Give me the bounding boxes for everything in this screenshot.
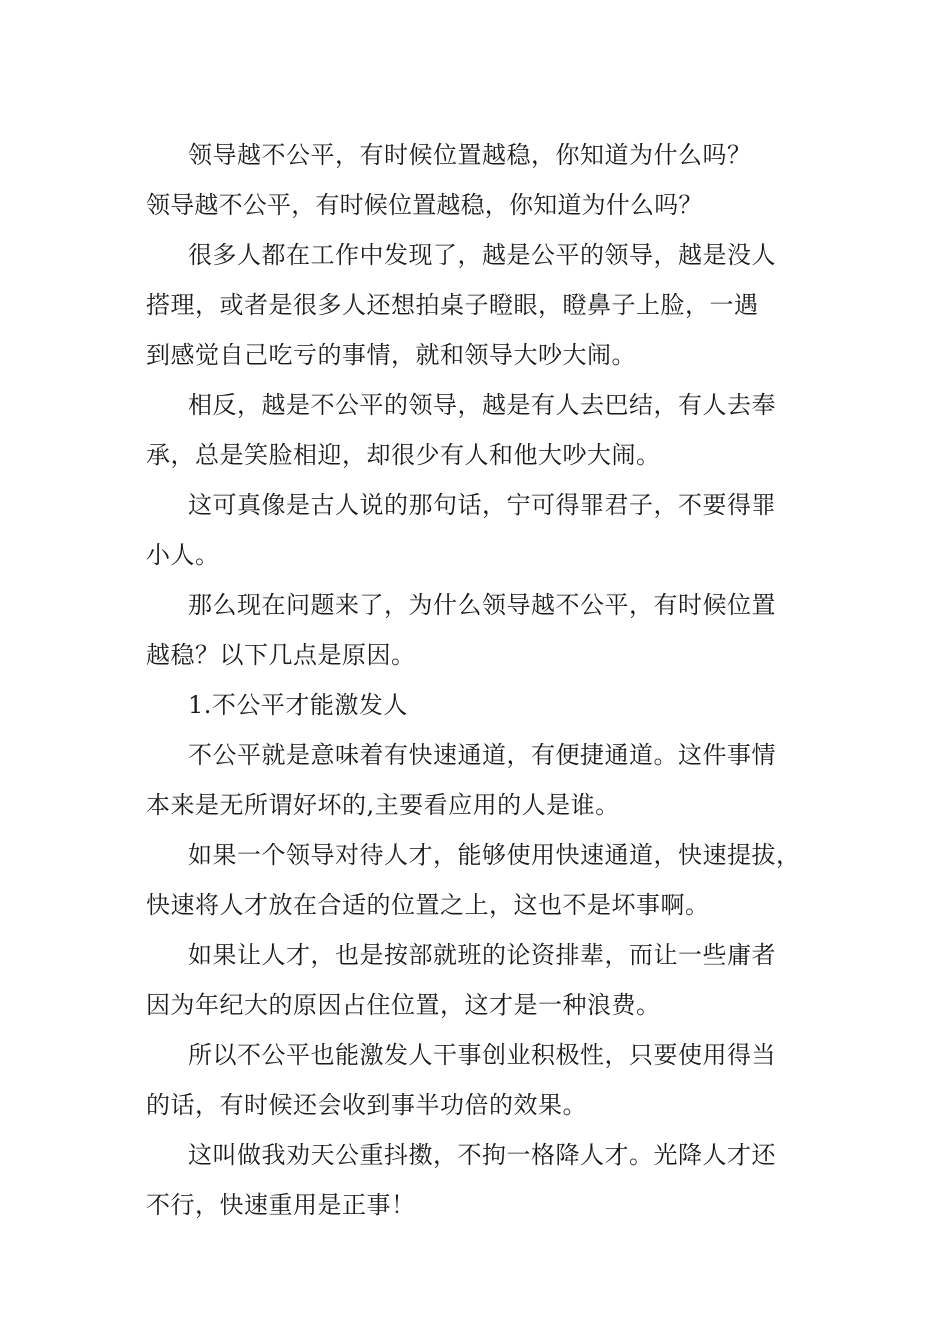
article-title-repeat: 领导越不公平，有时候位置越稳，你知道为什么吗？ <box>146 191 703 219</box>
paragraph-line: 很多人都在工作中发现了，越是公平的领导，越是没人 <box>188 241 776 269</box>
paragraph-line: 到感觉自己吃亏的事情，就和领导大吵大闹。 <box>146 341 636 369</box>
paragraph-line: 如果一个领导对待人才，能够使用快速通道，快速提拔， <box>188 841 801 869</box>
paragraph-line: 越稳？以下几点是原因。 <box>146 641 416 669</box>
paragraph-line: 承，总是笑脸相迎，却很少有人和他大吵大闹。 <box>146 441 661 469</box>
paragraph-line: 因为年纪大的原因占住位置，这才是一种浪费。 <box>146 991 661 1019</box>
paragraph-line: 本来是无所谓好坏的,主要看应用的人是谁。 <box>146 791 620 819</box>
paragraph-line: 的话，有时候还会收到事半功倍的效果。 <box>146 1091 587 1119</box>
paragraph-line: 这可真像是古人说的那句话，宁可得罪君子，不要得罪 <box>188 491 776 519</box>
paragraph-line: 搭理，或者是很多人还想拍桌子瞪眼，瞪鼻子上脸，一遇 <box>146 291 759 319</box>
paragraph-line: 所以不公平也能激发人干事创业积极性，只要使用得当 <box>188 1041 776 1069</box>
document-body <box>146 130 810 1230</box>
paragraph-line: 相反，越是不公平的领导，越是有人去巴结，有人去奉 <box>188 391 776 419</box>
paragraph-line: 不行，快速重用是正事！ <box>146 1191 416 1219</box>
article-title: 领导越不公平，有时候位置越稳，你知道为什么吗？ <box>188 141 752 169</box>
paragraph-line: 快速将人才放在合适的位置之上，这也不是坏事啊。 <box>146 891 710 919</box>
paragraph-line: 那么现在问题来了，为什么领导越不公平，有时候位置 <box>188 591 776 619</box>
paragraph-line: 不公平就是意味着有快速通道，有便捷通道。这件事情 <box>188 741 776 769</box>
paragraph-line: 小人。 <box>146 541 220 569</box>
section-heading: 1.不公平才能激发人 <box>188 691 408 719</box>
paragraph-line: 如果让人才，也是按部就班的论资排辈，而让一些庸者 <box>188 941 776 969</box>
paragraph-line: 这叫做我劝天公重抖擞，不拘一格降人才。光降人才还 <box>188 1141 776 1169</box>
